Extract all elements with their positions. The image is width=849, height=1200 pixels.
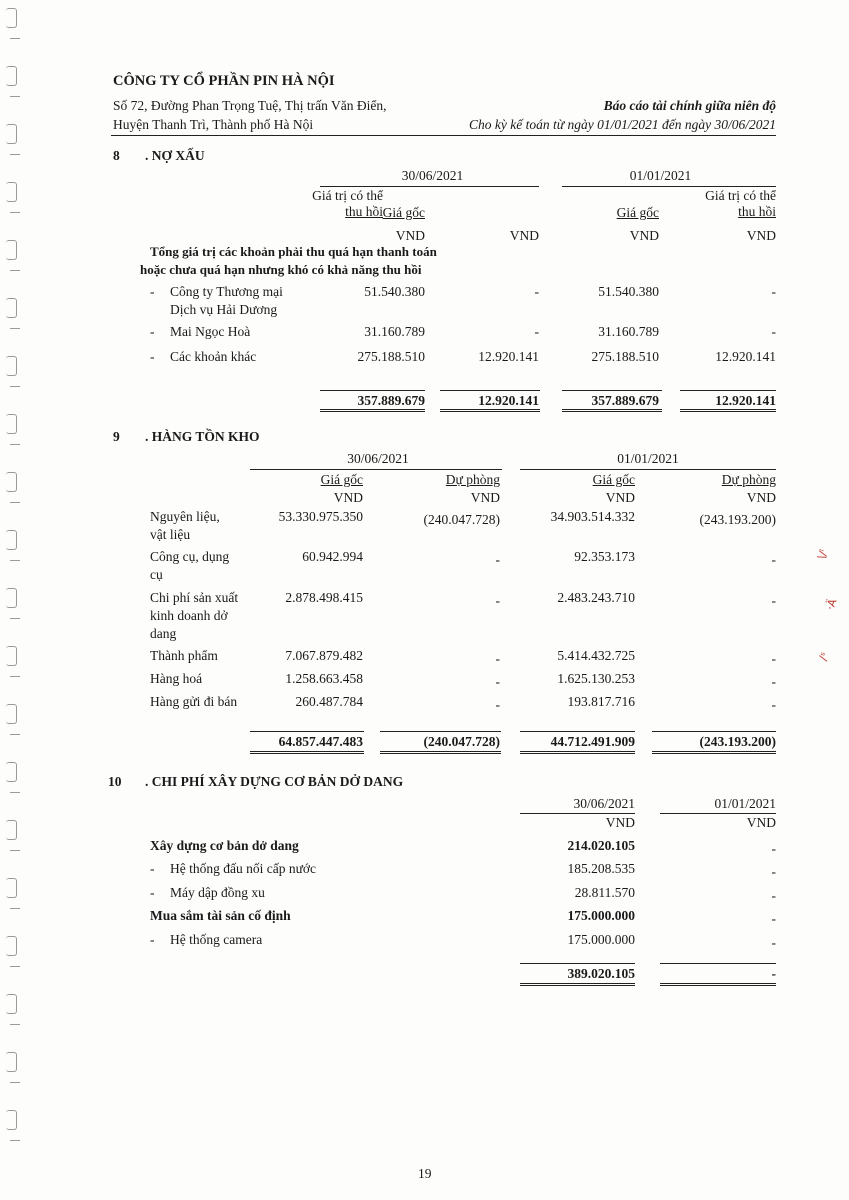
s10-double-rule bbox=[520, 983, 635, 986]
s8-double-rule bbox=[440, 409, 540, 412]
cell-cost-2021-06: 60.942.994 bbox=[302, 549, 363, 564]
row-label-cont: vật liệu bbox=[150, 527, 191, 542]
s9-double-rule bbox=[652, 751, 776, 754]
binder-tick bbox=[10, 502, 20, 503]
cell-recoverable-2021-06: - bbox=[534, 324, 539, 339]
company-name: CÔNG TY CỔ PHẦN PIN HÀ NỘI bbox=[113, 73, 335, 89]
cell-cost-2021-06: 260.487.784 bbox=[295, 694, 363, 709]
s9-unit-2: VND bbox=[470, 490, 500, 505]
row-label-cont: kinh doanh dở bbox=[150, 608, 228, 623]
binder-hole bbox=[6, 8, 17, 28]
cell-provision-2021-01: - bbox=[771, 697, 776, 712]
cell-provision-2021-06: - bbox=[495, 593, 500, 608]
row-label: Mua sắm tài sản cố định bbox=[150, 908, 291, 923]
binder-tick bbox=[10, 38, 20, 39]
s9-total-rule bbox=[380, 731, 501, 732]
row-label: Thành phẩm bbox=[150, 648, 218, 663]
s10-date-1: 30/06/2021 bbox=[573, 796, 635, 811]
cell-2021-06: 175.000.000 bbox=[567, 908, 635, 923]
s8-double-rule bbox=[320, 409, 425, 412]
cell-cost-2021-01: 1.625.130.253 bbox=[557, 671, 635, 686]
row-label: Mai Ngọc Hoà bbox=[170, 324, 251, 339]
cell-recoverable-2021-01: - bbox=[771, 284, 776, 299]
s8-total-rule bbox=[320, 390, 425, 391]
cell-2021-06: 175.000.000 bbox=[567, 932, 635, 947]
row-label: Công ty Thương mại bbox=[170, 284, 283, 299]
binder-tick bbox=[10, 792, 20, 793]
company-address-line2: Huyện Thanh Trì, Thành phố Hà Nội bbox=[113, 117, 314, 132]
cell-2021-06: 185.208.535 bbox=[567, 861, 635, 876]
row-label: Hàng hoá bbox=[150, 671, 203, 686]
s8-total-2: 12.920.141 bbox=[478, 393, 539, 408]
s10-date-rule-2 bbox=[660, 813, 776, 814]
section-8-title: . NỢ XẤU bbox=[145, 148, 205, 163]
s8-col-rec-label-2: Giá trị có thể thu hồi bbox=[705, 188, 776, 219]
cell-recoverable-2021-06: 12.920.141 bbox=[478, 349, 539, 364]
cell-provision-2021-06: - bbox=[495, 697, 500, 712]
row-label-cont: Dịch vụ Hải Dương bbox=[170, 302, 278, 317]
section-10-number: 10 bbox=[108, 774, 122, 789]
binder-tick bbox=[10, 154, 20, 155]
row-bullet: - bbox=[150, 324, 155, 339]
cell-provision-2021-01: (243.193.200) bbox=[699, 512, 776, 527]
s8-unit-3: VND bbox=[629, 228, 659, 243]
binder-tick bbox=[10, 676, 20, 677]
s10-total-1: 389.020.105 bbox=[567, 966, 635, 981]
row-bullet: - bbox=[150, 349, 155, 364]
cell-2021-01: - bbox=[771, 935, 776, 950]
row-label: Máy dập đồng xu bbox=[170, 885, 265, 900]
s9-total-rule bbox=[652, 731, 776, 732]
cell-cost-2021-06: 1.258.663.458 bbox=[285, 671, 363, 686]
binder-hole bbox=[6, 240, 17, 260]
s8-double-rule bbox=[680, 409, 776, 412]
binder-tick bbox=[10, 618, 20, 619]
binder-hole bbox=[6, 182, 17, 202]
s10-unit-1: VND bbox=[605, 815, 635, 830]
binder-tick bbox=[10, 270, 20, 271]
cell-provision-2021-01: - bbox=[771, 552, 776, 567]
cell-provision-2021-06: - bbox=[495, 651, 500, 666]
cell-cost-2021-01: 193.817.716 bbox=[567, 694, 635, 709]
cell-provision-2021-01: - bbox=[771, 593, 776, 608]
s10-unit-2: VND bbox=[746, 815, 776, 830]
binder-tick bbox=[10, 908, 20, 909]
header-rule bbox=[111, 135, 776, 136]
binder-tick bbox=[10, 734, 20, 735]
binder-hole bbox=[6, 1110, 17, 1130]
s8-total-rule bbox=[680, 390, 776, 391]
binder-tick bbox=[10, 1024, 20, 1025]
row-label: Hàng gửi đi bán bbox=[150, 694, 238, 709]
company-address-line1: Số 72, Đường Phan Trọng Tuệ, Thị trấn Văn Điển, bbox=[113, 98, 387, 113]
binder-hole bbox=[6, 414, 17, 434]
s8-double-rule bbox=[562, 409, 662, 412]
s8-date-rule-1 bbox=[320, 186, 539, 187]
s9-date-2: 01/01/2021 bbox=[617, 451, 679, 466]
s9-unit-3: VND bbox=[605, 490, 635, 505]
s9-total-2: (240.047.728) bbox=[423, 734, 500, 749]
s8-col-cost-2: Giá gốc bbox=[616, 205, 659, 220]
s9-date-rule-1 bbox=[250, 469, 502, 470]
s8-total-1: 357.889.679 bbox=[357, 393, 425, 408]
binder-hole bbox=[6, 936, 17, 956]
s8-total-rule bbox=[562, 390, 662, 391]
row-label: Hệ thống camera bbox=[170, 932, 263, 947]
s9-total-3: 44.712.491.909 bbox=[550, 734, 635, 749]
s9-double-rule bbox=[250, 751, 364, 754]
cell-cost-2021-06: 31.160.789 bbox=[364, 324, 425, 339]
section-10-title: . CHI PHÍ XÂY DỰNG CƠ BẢN DỞ DANG bbox=[145, 774, 404, 789]
s9-total-rule bbox=[250, 731, 364, 732]
section-8-number: 8 bbox=[113, 148, 120, 163]
s10-total-rule bbox=[520, 963, 635, 964]
binder-tick bbox=[10, 1140, 20, 1141]
s9-unit-4: VND bbox=[746, 490, 776, 505]
s8-total-rule bbox=[440, 390, 540, 391]
binder-hole bbox=[6, 704, 17, 724]
cell-2021-06: 28.811.570 bbox=[574, 885, 635, 900]
handwritten-mark: /ˢ bbox=[816, 650, 832, 663]
handwritten-mark: ·Ä bbox=[823, 597, 840, 612]
row-label-cont: dang bbox=[150, 626, 177, 641]
s8-col-rec-label-1: Giá trị có thể thu hồi bbox=[312, 188, 383, 219]
binder-tick bbox=[10, 444, 20, 445]
cell-provision-2021-06: - bbox=[495, 552, 500, 567]
cell-cost-2021-06: 2.878.498.415 bbox=[285, 590, 363, 605]
s9-date-1: 30/06/2021 bbox=[347, 451, 409, 466]
row-bullet: - bbox=[150, 284, 155, 299]
cell-cost-2021-06: 7.067.879.482 bbox=[285, 648, 363, 663]
s10-date-2: 01/01/2021 bbox=[714, 796, 776, 811]
binder-hole bbox=[6, 356, 17, 376]
s8-unit-1: VND bbox=[395, 228, 425, 243]
report-title: Báo cáo tài chính giữa niên độ bbox=[603, 98, 776, 113]
binder-hole bbox=[6, 1052, 17, 1072]
section-9-title: . HÀNG TỒN KHO bbox=[145, 429, 260, 444]
s9-col-prov-2: Dự phòng bbox=[721, 472, 776, 487]
binder-tick bbox=[10, 850, 20, 851]
binder-hole bbox=[6, 298, 17, 318]
cell-recoverable-2021-06: - bbox=[534, 284, 539, 299]
row-label: Các khoản khác bbox=[170, 349, 257, 364]
s9-col-cost-1: Giá gốc bbox=[320, 472, 363, 487]
s9-col-cost-2: Giá gốc bbox=[592, 472, 635, 487]
binder-tick bbox=[10, 386, 20, 387]
row-label: Nguyên liệu, bbox=[150, 509, 220, 524]
s9-double-rule bbox=[520, 751, 635, 754]
binder-hole bbox=[6, 994, 17, 1014]
binder-hole bbox=[6, 820, 17, 840]
handwritten-mark: \/ˡ bbox=[814, 547, 831, 562]
cell-cost-2021-01: 34.903.514.332 bbox=[550, 509, 635, 524]
cell-provision-2021-01: - bbox=[771, 674, 776, 689]
s8-date-2: 01/01/2021 bbox=[629, 168, 692, 183]
s8-unit-4: VND bbox=[746, 228, 776, 243]
binder-tick bbox=[10, 560, 20, 561]
row-label-cont: cụ bbox=[150, 567, 163, 582]
row-label: Hệ thống đấu nối cấp nước bbox=[170, 861, 317, 876]
cell-cost-2021-01: 2.483.243.710 bbox=[557, 590, 635, 605]
row-label: Công cụ, dụng bbox=[150, 549, 230, 564]
s10-double-rule bbox=[660, 983, 776, 986]
cell-2021-01: - bbox=[771, 864, 776, 879]
binder-tick bbox=[10, 96, 20, 97]
s9-unit-1: VND bbox=[333, 490, 363, 505]
cell-provision-2021-01: - bbox=[771, 651, 776, 666]
cell-cost-2021-06: 53.330.975.350 bbox=[278, 509, 363, 524]
binder-hole bbox=[6, 646, 17, 666]
binder-hole bbox=[6, 878, 17, 898]
s9-date-rule-2 bbox=[520, 469, 776, 470]
cell-recoverable-2021-01: - bbox=[771, 324, 776, 339]
cell-2021-06: 214.020.105 bbox=[567, 838, 635, 853]
binder-hole bbox=[6, 762, 17, 782]
s8-total-3: 357.889.679 bbox=[591, 393, 659, 408]
binder-tick bbox=[10, 966, 20, 967]
s8-unit-2: VND bbox=[509, 228, 539, 243]
cell-recoverable-2021-01: 12.920.141 bbox=[715, 349, 776, 364]
s9-total-1: 64.857.447.483 bbox=[278, 734, 363, 749]
cell-provision-2021-06: (240.047.728) bbox=[423, 512, 500, 527]
cell-provision-2021-06: - bbox=[495, 674, 500, 689]
s8-col-cost-1: Giá gốc bbox=[382, 205, 425, 220]
page-number: 19 bbox=[418, 1166, 432, 1181]
cell-cost-2021-06: 51.540.380 bbox=[364, 284, 425, 299]
s8-description-line2: hoặc chưa quá hạn nhưng khó có khả năng thu hồi bbox=[140, 262, 422, 277]
s9-total-4: (243.193.200) bbox=[699, 734, 776, 749]
binder-tick bbox=[10, 1082, 20, 1083]
binder-tick bbox=[10, 328, 20, 329]
binder-hole bbox=[6, 124, 17, 144]
report-period: Cho kỳ kế toán từ ngày 01/01/2021 đến ngày 30/06/2021 bbox=[469, 117, 776, 132]
row-bullet: - bbox=[150, 861, 155, 876]
cell-cost-2021-01: 5.414.432.725 bbox=[557, 648, 635, 663]
cell-cost-2021-01: 31.160.789 bbox=[598, 324, 659, 339]
row-label: Xây dựng cơ bản dở dang bbox=[150, 838, 299, 853]
cell-cost-2021-01: 92.353.173 bbox=[574, 549, 635, 564]
binder-tick bbox=[10, 212, 20, 213]
cell-2021-01: - bbox=[771, 888, 776, 903]
s10-total-rule bbox=[660, 963, 776, 964]
section-9-number: 9 bbox=[113, 429, 120, 444]
s8-total-4: 12.920.141 bbox=[715, 393, 776, 408]
binder-hole bbox=[6, 66, 17, 86]
binder-hole bbox=[6, 530, 17, 550]
s9-double-rule bbox=[380, 751, 501, 754]
cell-cost-2021-06: 275.188.510 bbox=[357, 349, 425, 364]
row-bullet: - bbox=[150, 885, 155, 900]
cell-2021-01: - bbox=[771, 911, 776, 926]
s8-date-1: 30/06/2021 bbox=[401, 168, 464, 183]
cell-cost-2021-01: 51.540.380 bbox=[598, 284, 659, 299]
s8-description-line1: Tổng giá trị các khoản phải thu quá hạn thanh toán bbox=[150, 244, 437, 259]
s9-col-prov-1: Dự phòng bbox=[445, 472, 500, 487]
binder-hole bbox=[6, 472, 17, 492]
cell-cost-2021-01: 275.188.510 bbox=[591, 349, 659, 364]
s9-total-rule bbox=[520, 731, 635, 732]
s10-date-rule-1 bbox=[520, 813, 635, 814]
row-bullet: - bbox=[150, 932, 155, 947]
cell-2021-01: - bbox=[771, 841, 776, 856]
s8-date-rule-2 bbox=[562, 186, 776, 187]
row-label: Chi phí sản xuất bbox=[150, 590, 239, 605]
binder-hole bbox=[6, 588, 17, 608]
s10-total-2: - bbox=[771, 966, 776, 981]
